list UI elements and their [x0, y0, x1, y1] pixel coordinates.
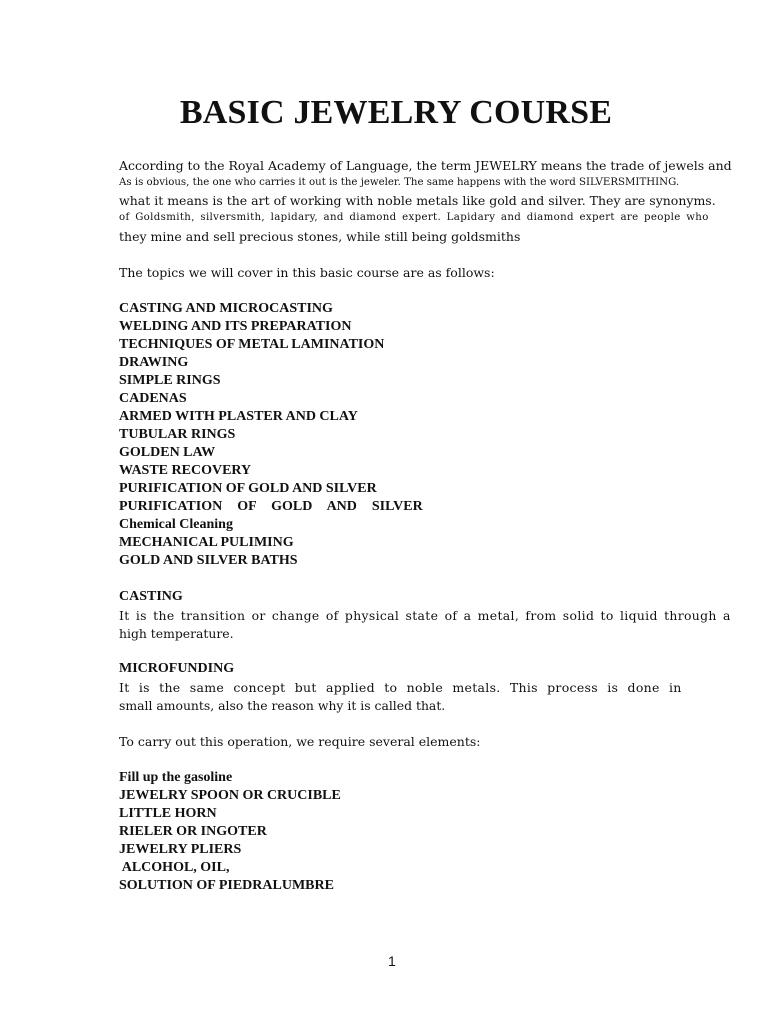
- intro-line: According to the Royal Academy of Language, the term JEWELRY means the trade of jewels and: [119, 158, 732, 173]
- element-item: Fill up the gasoline: [119, 770, 233, 785]
- element-item: JEWELRY SPOON OR CRUCIBLE: [119, 788, 341, 803]
- microfunding-heading: MICROFUNDING: [119, 661, 235, 676]
- intro-line: As is obvious, the one who carries it out is the jeweler. The same happens with the word SILVERSMITHING.: [119, 177, 680, 188]
- topic-item: CADENAS: [119, 391, 187, 406]
- casting-text: high temperature.: [119, 626, 234, 641]
- intro-line: what it means is the art of working with noble metals like gold and silver. They are synonyms.: [119, 193, 716, 208]
- topic-item: PURIFICATION OF GOLD AND SILVER: [119, 481, 377, 496]
- topic-item: TECHNIQUES OF METAL LAMINATION: [119, 337, 385, 352]
- element-item: JEWELRY PLIERS: [119, 842, 242, 857]
- page-number: 1: [388, 953, 396, 969]
- intro-line: they mine and sell precious stones, while still being goldsmiths: [119, 229, 521, 244]
- topics-intro: The topics we will cover in this basic course are as follows:: [119, 265, 495, 280]
- elements-intro: To carry out this operation, we require several elements:: [119, 734, 481, 749]
- topic-item: WASTE RECOVERY: [119, 463, 252, 478]
- topic-item: CASTING AND MICROCASTING: [119, 301, 333, 316]
- topic-item: PURIFICATION OF GOLD AND SILVER: [119, 499, 423, 514]
- microfunding-text: small amounts, also the reason why it is called that.: [119, 698, 446, 713]
- topic-item: TUBULAR RINGS: [119, 427, 236, 442]
- casting-heading: CASTING: [119, 589, 183, 604]
- element-item: SOLUTION OF PIEDRALUMBRE: [119, 878, 334, 893]
- topic-item: WELDING AND ITS PREPARATION: [119, 319, 352, 334]
- topic-item: GOLDEN LAW: [119, 445, 216, 460]
- topic-item: ARMED WITH PLASTER AND CLAY: [119, 409, 358, 424]
- page-title: BASIC JEWELRY COURSE: [179, 94, 613, 131]
- topic-item: DRAWING: [119, 355, 189, 370]
- intro-line: of Goldsmith, silversmith, lapidary, and diamond expert. Lapidary and diamond expert are people who: [119, 212, 709, 223]
- element-item: ALCOHOL, OIL,: [119, 860, 230, 875]
- element-item: LITTLE HORN: [119, 806, 217, 821]
- topic-item: Chemical Cleaning: [119, 517, 233, 532]
- topic-item: SIMPLE RINGS: [119, 373, 221, 388]
- casting-text: It is the transition or change of physical state of a metal, from solid to liquid through a: [119, 608, 731, 623]
- topic-item: GOLD AND SILVER BATHS: [119, 553, 298, 568]
- topic-item: MECHANICAL PULIMING: [119, 535, 294, 550]
- element-item: RIELER OR INGOTER: [119, 824, 267, 839]
- microfunding-text: It is the same concept but applied to noble metals. This process is done in: [119, 680, 682, 695]
